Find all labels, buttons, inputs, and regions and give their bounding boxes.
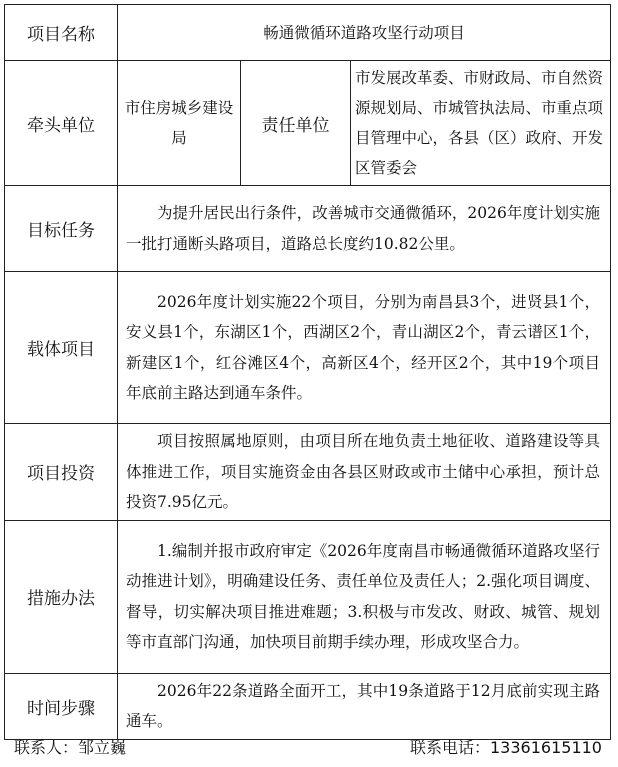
schedule-label: 时间步骤 [5, 673, 118, 739]
responsible-unit-value: 市发展改革委、市财政局、市自然资源规划局、市城管执法局、市重点项目管理中心，各县（区）政府、开发区管委会 [351, 61, 611, 186]
project-table [4, 4, 611, 740]
carrier-label: 载体项目 [5, 272, 118, 424]
lead-unit-value: 市住房城乡建设局 [118, 61, 241, 186]
lead-unit-label: 牵头单位 [5, 61, 118, 186]
project-name-value: 畅通微循环道路攻坚行动项目 [118, 5, 611, 61]
investment-label: 项目投资 [5, 424, 118, 521]
row-measures [5, 520, 611, 673]
contact-phone: 联系电话：13361615110 [410, 738, 602, 757]
row-project-name [5, 5, 611, 61]
responsible-unit-label: 责任单位 [241, 61, 351, 186]
row-carrier [5, 272, 611, 424]
project-name-label: 项目名称 [5, 5, 118, 61]
target-value: 为提升居民出行条件，改善城市交通微循环，2026年度计划实施一批打通断头路项目，道路总长度约10.82公里。 [118, 186, 611, 272]
target-label: 目标任务 [5, 186, 118, 272]
investment-value: 项目按照属地原则，由项目所在地负责土地征收、道路建设等具体推进工作，项目实施资金由各县区财政或市土储中心承担，预计总投资7.95亿元。 [118, 424, 611, 521]
measures-value: 1.编制并报市政府审定《2026年度南昌市畅通微循环道路攻坚行动推进计划》，明确建设任务、责任单位及责任人；2.强化项目调度、督导，切实解决项目推进难题；3.积极与市发改、财政、城管、规划等市直部门沟通，加快项目前期手续办理，形成攻坚合力。 [118, 520, 611, 673]
row-units [5, 61, 611, 186]
carrier-value: 2026年度计划实施22个项目，分别为南昌县3个，进贤县1个，安义县1个，东湖区1个，西湖区2个，青山湖区2个，青云谱区1个，新建区1个，红谷滩区4个，高新区4个，经开区2个，其中19个项目年底前主路达到通车条件。 [118, 272, 611, 424]
row-target [5, 186, 611, 272]
contact-person: 联系人：邹立巍 [14, 738, 127, 757]
row-investment [5, 424, 611, 521]
row-schedule [5, 673, 611, 739]
schedule-value: 2026年22条道路全面开工，其中19条道路于12月底前实现主路通车。 [118, 673, 611, 739]
measures-label: 措施办法 [5, 520, 118, 673]
